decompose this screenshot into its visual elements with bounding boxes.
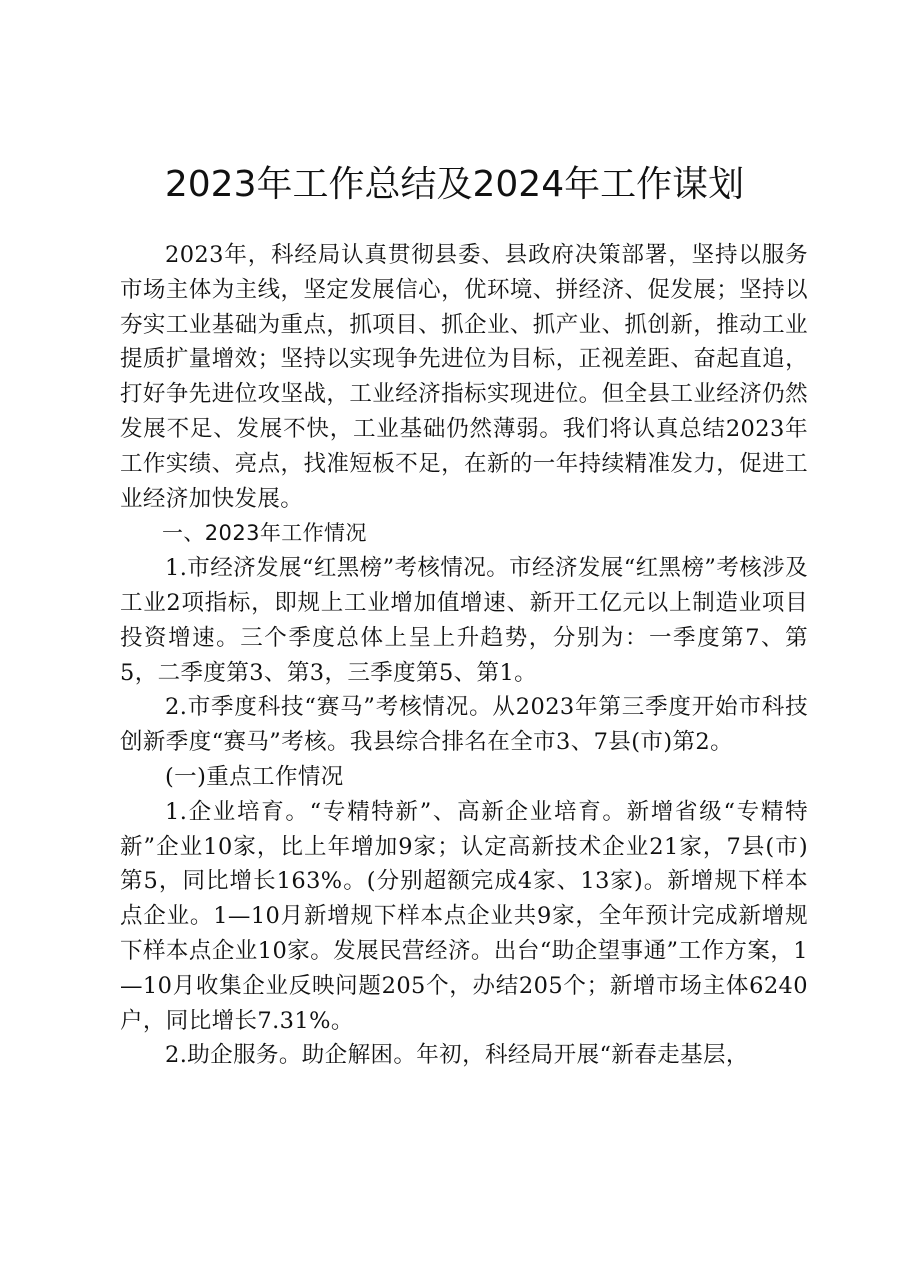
subsection-heading-key-work: (一)重点工作情况 bbox=[165, 763, 344, 790]
paragraph-intro: 2023年，科经局认真贯彻县委、县政府决策部署，坚持以服务市场主体为主线，坚定发展信心，优环境、拼经济、促发展；坚持以夯实工业基础为重点，抓项目、抓企业、抓产业、抓创新，推动工业提质扩量增效；坚持以实现争先进位为目标，正视差距、奋起直追，打好争先进位攻坚战，工业经济指标实现进位。但全县工业经济仍然发展不足、发展不快，工业基础仍然薄弱。我们将认真总结2023年工作实绩、亮点，找准短板不足，在新的一年持续精准发力，促进工业经济加快发展。 bbox=[120, 242, 808, 512]
document-title: 2023年工作总结及2024年工作谋划 bbox=[164, 164, 745, 205]
section-heading-1: 一、2023年工作情况 bbox=[162, 521, 367, 546]
document-body bbox=[120, 238, 808, 1073]
paragraph-enterprise-cultivation: 1.企业培育。“专精特新”、高新企业培育。新增省级“专精特新”企业10家，比上年增加9家；认定高新技术企业21家，7县(市)第5，同比增长163%。(分别超额完成4家、13家)。新增规下样本点企业。1—10月新增规下样本点企业共9家，全年预计完成新增规下样本点企业10家。发展民营经济。出台“助企望事通”工作方案，1—10月收集企业反映问题205个，办结205个；新增市场主体6240户，同比增长7.31%。 bbox=[120, 798, 808, 1034]
paragraph-enterprise-service: 2.助企服务。助企解困。年初，科经局开展“新春走基层， bbox=[165, 1042, 749, 1069]
paragraph-tech-race: 2.市季度科技“赛马”考核情况。从2023年第三季度开始市科技创新季度“赛马”考核。我县综合排名在全市3、7县(市)第2。 bbox=[120, 694, 808, 756]
paragraph-red-black-list: 1.市经济发展“红黑榜”考核情况。市经济发展“红黑榜”考核涉及工业2项指标，即规上工业增加值增速、新开工亿元以上制造业项目投资增速。三个季度总体上呈上升趋势，分别为：一季度第7、第5，二季度第3、第3，三季度第5、第1。 bbox=[120, 555, 808, 686]
